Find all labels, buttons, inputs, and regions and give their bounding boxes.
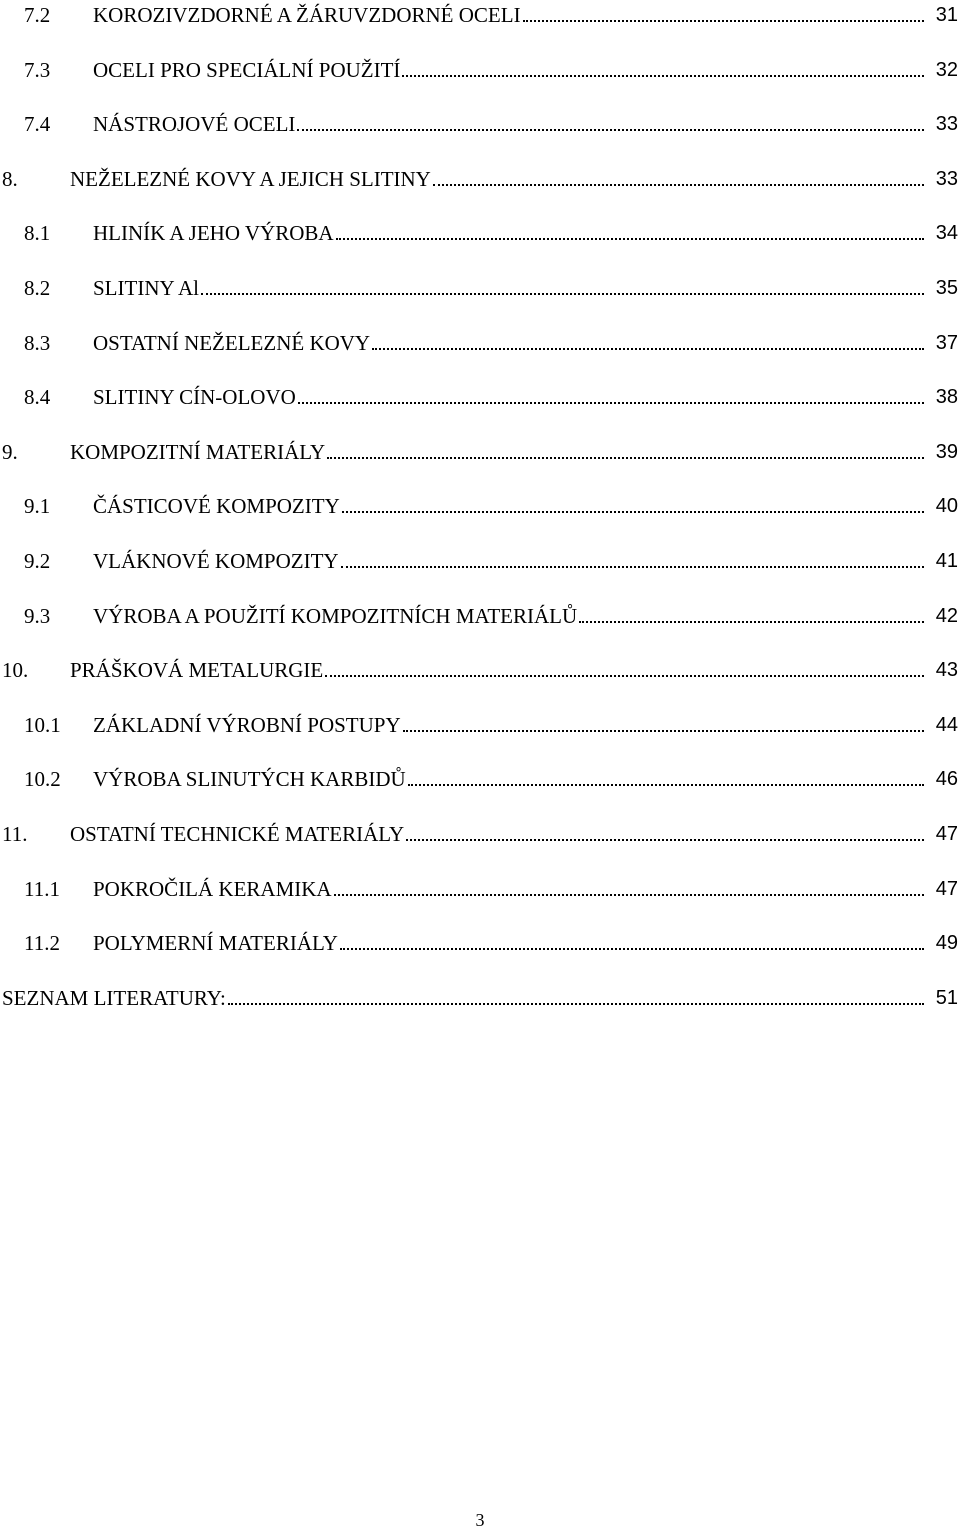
toc-entry-title: KOROZIVZDORNÉ A ŽÁRUVZDORNÉ OCELI bbox=[93, 3, 521, 27]
toc-entry-number: 8. bbox=[2, 166, 18, 191]
toc-entry-number: 7.2 bbox=[24, 3, 51, 27]
toc-entry-page: 38 bbox=[935, 386, 958, 409]
toc-dot-leader bbox=[228, 985, 924, 1011]
toc-entry-number: 8.3 bbox=[24, 330, 51, 355]
toc-dot-leader bbox=[579, 603, 924, 629]
toc-dot-leader bbox=[406, 821, 924, 847]
toc-entry-title: OCELI PRO SPECIÁLNÍ POUŽITÍ bbox=[93, 57, 401, 82]
toc-dot-leader-line bbox=[406, 838, 924, 841]
toc-entry-number: 10.2 bbox=[24, 767, 61, 792]
toc-entry-number: 9. bbox=[2, 439, 18, 464]
toc-entry-title: OSTATNÍ TECHNICKÉ MATERIÁLY bbox=[70, 821, 405, 846]
toc-entry-number: 9.3 bbox=[24, 603, 51, 628]
toc-entry-title: HLINÍK A JEHO VÝROBA bbox=[93, 221, 334, 246]
toc-entry[interactable] bbox=[0, 710, 960, 765]
toc-entry[interactable] bbox=[0, 328, 960, 383]
toc-entry-number: 10.1 bbox=[24, 712, 61, 737]
toc-entry-page: 49 bbox=[935, 932, 958, 955]
toc-entry-title: SLITINY Al bbox=[93, 275, 199, 300]
toc-entry-number: 7.3 bbox=[24, 57, 51, 82]
toc-dot-leader-line bbox=[334, 893, 924, 896]
toc-entry[interactable] bbox=[0, 601, 960, 656]
toc-entry-title: ZÁKLADNÍ VÝROBNÍ POSTUPY bbox=[93, 712, 401, 737]
toc-dot-leader bbox=[372, 330, 924, 356]
toc-entry-page: 33 bbox=[935, 113, 958, 136]
toc-entry[interactable] bbox=[0, 382, 960, 437]
toc-dot-leader-line bbox=[325, 674, 924, 677]
toc-entry[interactable] bbox=[0, 874, 960, 929]
toc-entry[interactable] bbox=[0, 928, 960, 983]
toc-entry[interactable] bbox=[0, 655, 960, 710]
toc-entry-page: 39 bbox=[935, 440, 958, 463]
toc-dot-leader bbox=[408, 766, 924, 792]
toc-entry-title: VÝROBA A POUŽITÍ KOMPOZITNÍCH MATERIÁLŮ bbox=[93, 603, 578, 628]
toc-entry-number: 10. bbox=[2, 658, 29, 683]
toc-entry-page: 47 bbox=[935, 822, 958, 845]
toc-dot-leader-line bbox=[433, 183, 924, 186]
toc-entry-number: 11. bbox=[2, 821, 28, 846]
toc-entry-title: SEZNAM LITERATURY: bbox=[2, 985, 226, 1010]
toc-entry-number: 8.4 bbox=[24, 385, 51, 410]
page-number: 3 bbox=[475, 1510, 485, 1530]
toc-entry-page: 33 bbox=[935, 167, 958, 190]
toc-entry-page: 44 bbox=[935, 713, 958, 736]
toc-entry-page: 46 bbox=[935, 768, 958, 791]
toc-entry-number: 8.2 bbox=[24, 275, 51, 300]
toc-entry-page: 37 bbox=[935, 331, 958, 354]
toc-dot-leader bbox=[341, 548, 924, 574]
toc-entry-page: 42 bbox=[935, 604, 958, 627]
toc-entry[interactable] bbox=[0, 55, 960, 110]
toc-entry[interactable] bbox=[0, 491, 960, 546]
toc-dot-leader-line bbox=[298, 401, 924, 404]
toc-dot-leader bbox=[403, 712, 924, 738]
toc-entry-page: 43 bbox=[935, 659, 958, 682]
toc-entry-number: 9.1 bbox=[24, 494, 51, 519]
toc-dot-leader-line bbox=[579, 620, 924, 623]
toc-dot-leader bbox=[334, 876, 924, 902]
toc-entry-page: 41 bbox=[935, 549, 958, 572]
toc-dot-leader bbox=[298, 384, 924, 410]
toc-entry[interactable] bbox=[0, 164, 960, 219]
toc-entry-page: 40 bbox=[935, 495, 958, 518]
toc-entry-page: 51 bbox=[935, 986, 958, 1009]
toc-dot-leader-line bbox=[342, 510, 924, 513]
toc-dot-leader bbox=[325, 657, 924, 683]
toc-entry-page: 31 bbox=[935, 4, 958, 26]
toc-entry-title: PRÁŠKOVÁ METALURGIE bbox=[70, 658, 324, 683]
toc-dot-leader-line bbox=[372, 347, 924, 350]
toc-entry-number: 8.1 bbox=[24, 221, 51, 246]
toc-entry-number: 9.2 bbox=[24, 548, 51, 573]
toc-entry-title: SLITINY CÍN-OLOVO bbox=[93, 385, 296, 410]
toc-dot-leader bbox=[327, 439, 924, 465]
toc-entry-page: 34 bbox=[935, 222, 958, 245]
toc-dot-leader-line bbox=[523, 19, 924, 22]
toc-entry-page: 35 bbox=[935, 276, 958, 299]
toc-dot-leader bbox=[523, 2, 924, 28]
toc-dot-leader-line bbox=[327, 456, 924, 459]
toc-dot-leader bbox=[340, 930, 924, 956]
toc-entry[interactable] bbox=[0, 0, 960, 55]
toc-entry-title: VÝROBA SLINUTÝCH KARBIDŮ bbox=[93, 767, 406, 792]
toc-entry[interactable] bbox=[0, 437, 960, 492]
toc-entry-page: 47 bbox=[935, 877, 958, 900]
toc-dot-leader bbox=[402, 57, 924, 83]
toc-dot-leader bbox=[201, 275, 924, 301]
toc-entry-title: NEŽELEZNÉ KOVY A JEJICH SLITINY bbox=[70, 166, 431, 191]
toc-entry-title: NÁSTROJOVÉ OCELI bbox=[93, 112, 296, 137]
toc-entry-title: KOMPOZITNÍ MATERIÁLY bbox=[70, 439, 326, 464]
toc-entry[interactable] bbox=[0, 546, 960, 601]
toc-entry-title: POLYMERNÍ MATERIÁLY bbox=[93, 931, 338, 956]
toc-entry-title: ČÁSTICOVÉ KOMPOZITY bbox=[93, 494, 340, 519]
toc-dot-leader-line bbox=[403, 729, 924, 732]
toc-dot-leader bbox=[297, 111, 924, 137]
toc-entry[interactable] bbox=[0, 218, 960, 273]
toc-entry[interactable] bbox=[0, 983, 960, 1038]
toc-dot-leader bbox=[433, 166, 924, 192]
toc-dot-leader-line bbox=[341, 565, 924, 568]
toc-dot-leader-line bbox=[297, 128, 924, 131]
toc-entry-number: 7.4 bbox=[24, 112, 51, 137]
toc-entry-title: VLÁKNOVÉ KOMPOZITY bbox=[93, 548, 339, 573]
toc-dot-leader-line bbox=[340, 947, 924, 950]
toc-entry[interactable] bbox=[0, 273, 960, 328]
toc-dot-leader-line bbox=[408, 783, 924, 786]
toc-entry[interactable] bbox=[0, 109, 960, 164]
toc-dot-leader bbox=[336, 220, 924, 246]
toc-dot-leader-line bbox=[201, 292, 924, 295]
toc-entry-title: POKROČILÁ KERAMIKA bbox=[93, 876, 332, 901]
toc-dot-leader-line bbox=[402, 74, 924, 77]
toc-entry[interactable] bbox=[0, 764, 960, 819]
toc-dot-leader-line bbox=[228, 1002, 924, 1005]
toc-entry-page: 32 bbox=[935, 58, 958, 81]
toc-entry[interactable] bbox=[0, 819, 960, 874]
toc-entry-number: 11.2 bbox=[24, 931, 60, 956]
toc-dot-leader bbox=[342, 493, 924, 519]
toc-dot-leader-line bbox=[336, 237, 924, 240]
toc-entry-number: 11.1 bbox=[24, 876, 60, 901]
toc-entry-title: OSTATNÍ NEŽELEZNÉ KOVY bbox=[93, 330, 371, 355]
